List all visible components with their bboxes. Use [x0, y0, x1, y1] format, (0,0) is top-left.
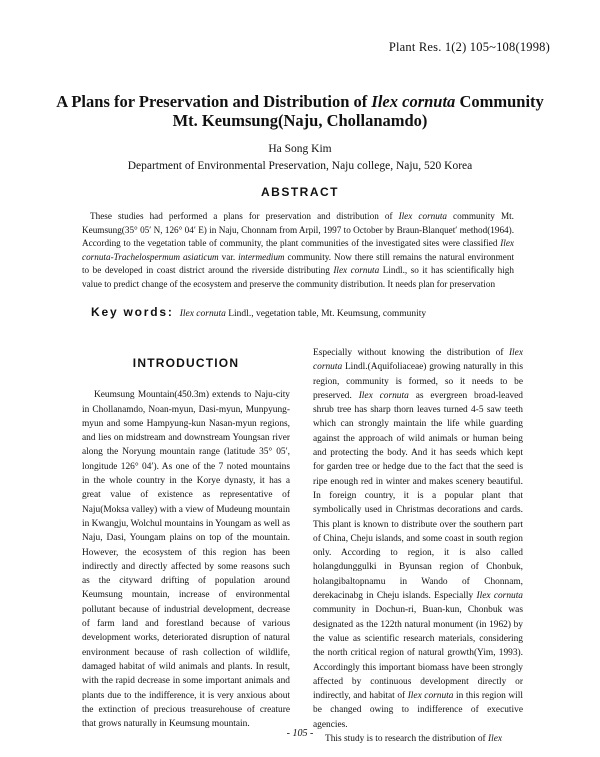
- title-species-name: Ilex cornuta: [371, 92, 456, 111]
- species-name: Ilex cornuta: [313, 348, 523, 373]
- journal-reference: Plant Res. 1(2) 105~108(1998): [388, 40, 550, 54]
- keywords-label: Key words:: [91, 305, 174, 319]
- species-name: Ilex cornuta: [476, 591, 523, 602]
- abstract-heading: ABSTRACT: [261, 185, 339, 199]
- abstract-text: These studies had performed a plans for preservation and distribution of: [90, 211, 399, 221]
- right-column: [313, 346, 523, 746]
- body-text: community in Dochun-ri, Buan-kun, Chonbuk was designated as the 122th natural monument (in 1962) by the value as scientific research materials, considering the north critical region of natural growth(Yim, 1993). Accordingly this important biomass have been strongly affected by continuous development directly or indirectly, and habitat of: [313, 605, 523, 702]
- introduction-paragraph-2: [313, 346, 523, 732]
- body-text: in this region will be changed owing to indifference of executive agencies.: [313, 691, 523, 730]
- page-number: - 105 -: [286, 728, 314, 739]
- abstract-paragraph: [82, 210, 514, 291]
- body-text: Lindl.(Aquifoliaceae) growing naturally in this region, community is formed, so it needs to be preserved.: [313, 362, 523, 401]
- abstract-text: community Mt. Keumsung(35° 05′ N, 126° 04′ E) in Naju, Chonnam from Arpil, 1997 to October by Braun-Blanquet′ method(1964). According to the vegetation table of community, the plant communities of the investigated sites were classified: [82, 211, 514, 248]
- abstract-text: Lindl., so it has scientifically high value to predict change of the ecosystem and preserve the community distribution. It needs plan for preservation: [82, 265, 514, 289]
- keywords-text: Lindl., vegetation table, Mt. Keumsung, community: [225, 309, 427, 319]
- abstract-species: Ilex cornuta: [398, 211, 447, 221]
- author-name: Ha Song Kim: [268, 143, 332, 155]
- title-line1-text-a: A Plans for Preservation and Distribution of: [56, 92, 372, 111]
- body-text: Especially without knowing the distribution of: [313, 348, 509, 358]
- species-name: Ilex cornuta: [407, 691, 454, 702]
- body-text: as evergreen broad-leaved shrub tree has sharp thorn leaves turned 4-5 saw teeth which can strongly maintain the life while guarding against the approach of wild animals or human being and protecting the body. And it has seeds which kept for garden tree or hedge due to the fact that the seed is ripe enough red in winter and makes scenery beautiful. In foreign country, it is a popular plant that symbolically used in Christmas decorations and cards. This plant is known to distribute over the southern part of China, Cheju islands, and some coast in south region only. According to region, it is also called holangdunggulki in Byunsan region of Chonbuk, holangibaltopnamu in Wando of Chonnam, derekacinabg in Cheju islands. Especially: [313, 390, 523, 602]
- left-column: [82, 346, 290, 731]
- species-name: Ilex cornuta: [358, 390, 409, 401]
- paper-title: [40, 92, 560, 130]
- abstract-variety: intermedium: [238, 251, 285, 262]
- species-name: Ilex: [488, 734, 503, 745]
- abstract-text: community. Now there still remains the natural environment to be developed in coast district around the riverside distributing: [82, 251, 515, 275]
- abstract-text: var.: [218, 251, 239, 262]
- introduction-heading: INTRODUCTION: [132, 356, 240, 370]
- abstract-species: Ilex cornuta-Trachelospermum asiaticum: [82, 238, 514, 262]
- title-line-1: [40, 92, 560, 111]
- introduction-paragraph-1: Keumsung Mountain(450.3m) extends to Naju-city in Chollanamdo, Noan-myun, Dasi-myun, Munpyung-myun and some Hampyung-kun Nasan-myun regions, and lies on midstream and downstream Youngsan river along the Noryung mountain range (latitude 35° 05′, longitude 126° 04′). As one of the 7 noted mountains in the whole country in the Korye dynasty, it has a great value of existence as representative of Naju(Moksa valley) with a view of Mudeung mountain in Kwangju, Wolchul mountains in Youngam as well as Naju, Dasi, Youngam plains on top of the mountain. However, the ecosystem of this region has been indirectly and directly affected by some reasons such as the cityward drifting of population around Keumsung mountain, increase of environmental pollutant because of industrial development, decrease of farm land and forestland because of various development works, deteriorated disruption of natural environment because of rash collection of wildlife, damaged habitat of wild animals and plants. In result, with the rapid decrease in some important animals and plants due to the indifference, it is very anxious about the extinction of precious treasurehouse of creature that grows naturally in Keumsung mountain.: [82, 390, 290, 730]
- keywords: [91, 305, 426, 319]
- abstract-species: Ilex cornuta: [333, 265, 380, 275]
- title-line-2: Mt. Keumsung(Naju, Chollanamdo): [172, 111, 428, 130]
- abstract-body: [82, 210, 514, 291]
- author-affiliation: Department of Environmental Preservation, Naju college, Naju, 520 Korea: [127, 160, 473, 172]
- title-line1-text-b: Community: [455, 92, 544, 111]
- body-text: This study is to research the distribution of: [325, 734, 488, 745]
- keywords-species: Ilex cornuta: [179, 309, 226, 319]
